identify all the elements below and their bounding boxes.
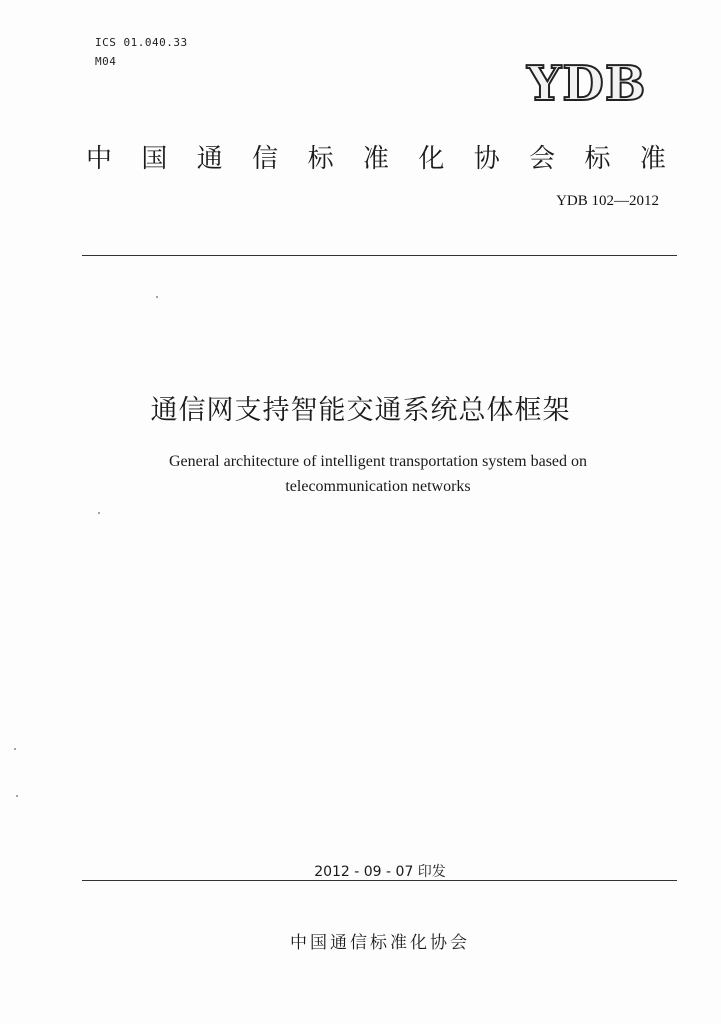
scan-speck <box>16 795 18 797</box>
header-char: 标 <box>307 144 334 174</box>
header-char: 信 <box>252 144 279 174</box>
title-english-line1: General architecture of intelligent transportation system based on <box>168 453 588 470</box>
standard-number: YDB 102—2012 <box>556 193 659 209</box>
header-char: 化 <box>418 144 445 174</box>
header-char: 协 <box>473 144 500 174</box>
header-char: 标 <box>584 144 611 174</box>
publisher-name: 中国通信标准化协会 <box>290 933 470 953</box>
title-chinese: 通信网支持智能交通系统总体框架 <box>150 395 571 426</box>
header-char: 通 <box>196 144 223 174</box>
header-char: 国 <box>141 144 168 174</box>
header-char: 准 <box>639 144 666 174</box>
organization-header <box>86 138 666 175</box>
issue-date: 2012 - 09 - 07 印发 <box>314 864 446 880</box>
header-char: 准 <box>362 144 389 174</box>
top-divider <box>82 255 677 256</box>
ics-code: ICS 01.040.33 <box>95 36 188 49</box>
bottom-divider <box>82 880 677 881</box>
title-english-line2: telecommunication networks <box>285 478 471 495</box>
scan-speck <box>156 296 158 298</box>
header-char: 中 <box>86 144 113 174</box>
ydb-logo: YDB <box>527 56 647 112</box>
header-char: 会 <box>529 144 556 174</box>
category-code: M04 <box>95 55 117 68</box>
scan-speck <box>14 748 16 750</box>
scan-speck <box>98 512 100 514</box>
